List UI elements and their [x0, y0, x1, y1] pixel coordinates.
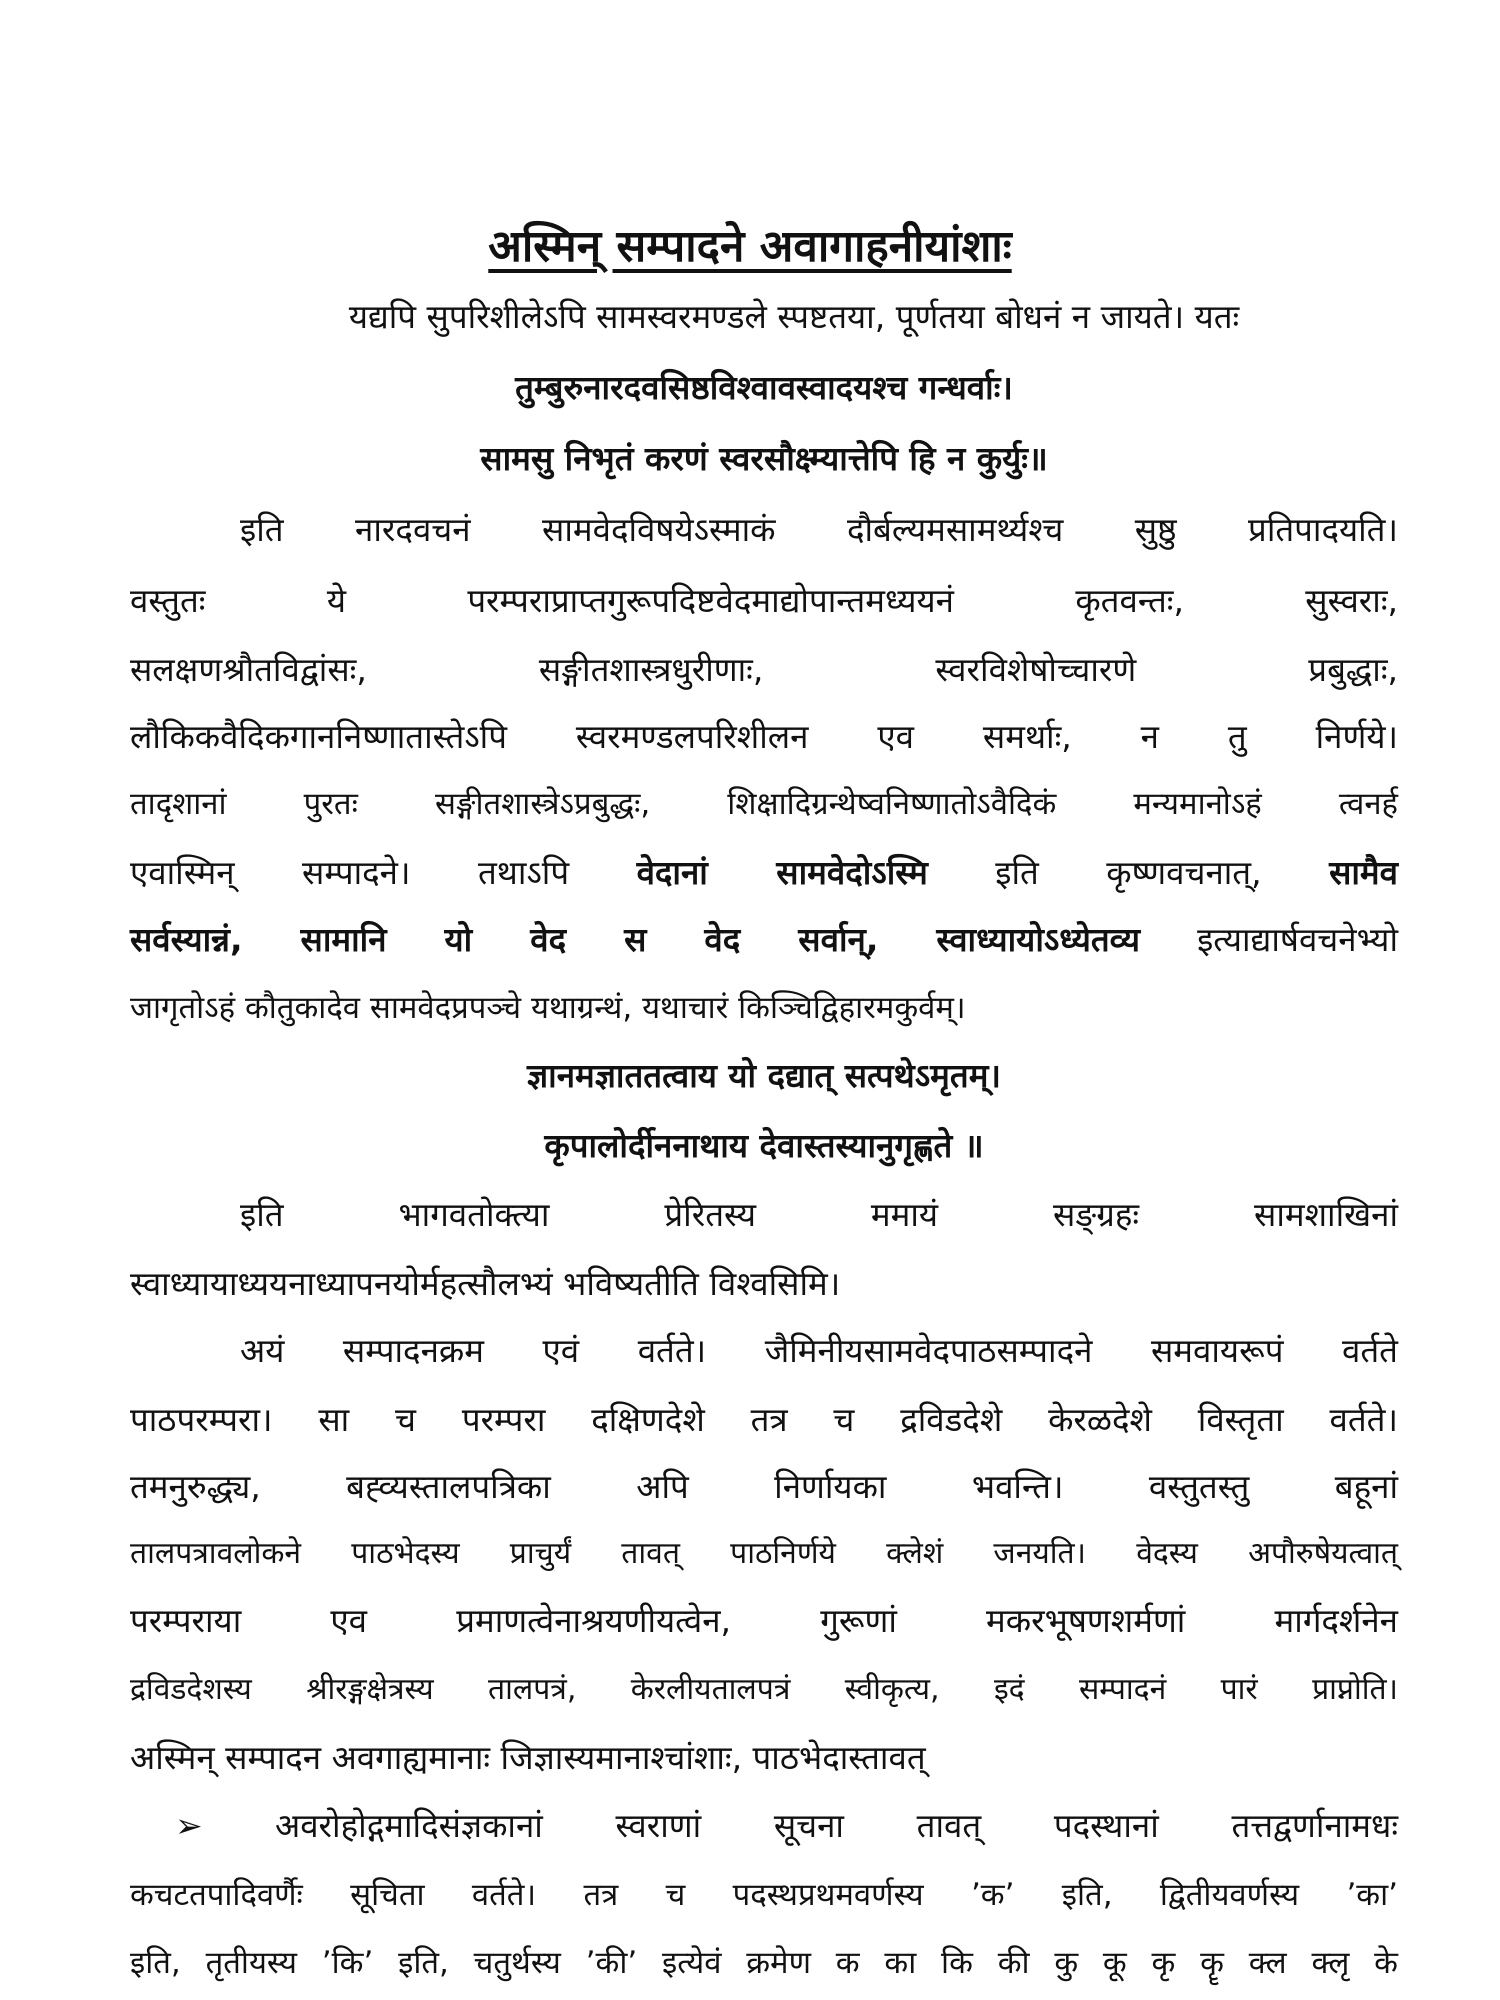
paragraph-line: इति, तृतीयस्य ’कि’ इति, चतुर्थस्य ’की’ इत्येवं क्रमेण क का कि की कु कू कृ कॄ क्ल क्लृ के	[130, 1945, 1398, 1981]
paragraph-line: यद्यपि सुपरिशीलेऽपि सामस्वरमण्डले स्पष्टतया, पूर्णतया बोधनं न जायते। यतः	[348, 297, 1240, 336]
paragraph-line: तमनुरुद्ध्य, बह्व्यस्तालपत्रिका अपि निर्णायका भवन्ति। वस्तुतस्तु बहूनां	[130, 1467, 1398, 1506]
paragraph-line: वस्तुतः ये परम्पराप्राप्तगुरूपदिष्टवेदमाद्योपान्तमध्ययनं कृतवन्तः, सुस्वराः,	[130, 581, 1398, 620]
verse-line: कृपालोर्दीननाथाय देवास्तस्यानुगृह्णते ॥	[544, 1126, 984, 1165]
paragraph-line: इति भागवतोक्त्या प्रेरितस्य ममायं सङ्ग्रहः सामशाखिनां	[240, 1195, 1398, 1234]
paragraph-line: सलक्षणश्रौतविद्वांसः, सङ्गीतशास्त्रधुरीणाः, स्वरविशेषोच्चारणे प्रबुद्धाः,	[130, 650, 1398, 689]
paragraph-line: स्वाध्यायाध्ययनाध्यापनयोर्महत्सौलभ्यं भविष्यतीति विश्वसिमि।	[130, 1264, 841, 1303]
bullet-line	[130, 1804, 1398, 1848]
paragraph-line: तालपत्रावलोकने पाठभेदस्य प्राचुर्यं तावत् पाठनिर्णये क्लेशं जनयति। वेदस्य अपौरुषेयत्वात्	[130, 1536, 1398, 1571]
title-text: अस्मिन् सम्पादने अवागाहनीयांशाः	[488, 221, 1012, 272]
paragraph-line: तादृशानां पुरतः सङ्गीतशास्त्रेऽप्रबुद्धः, शिक्षादिग्रन्थेष्वनिष्णातोऽवैदिकं मन्यमानोऽहं त्वनर्ह	[130, 786, 1398, 822]
verse-line: सामसु निभृतं करणं स्वरसौक्ष्म्यात्तेपि हि न कुर्युः॥	[480, 439, 1048, 478]
paragraph-line	[130, 918, 1398, 962]
bold-quote: सामैव	[1329, 853, 1398, 892]
paragraph-line	[130, 851, 1398, 895]
bold-quote: सर्वस्यान्नं, सामानि यो वेद स वेद सर्वान्, स्वाध्यायोऽध्येतव्य	[130, 920, 1141, 959]
paragraph-line: पाठपरम्परा। सा च परम्परा दक्षिणदेशे तत्र च द्रविडदेशे केरळदेशे विस्तृता वर्तते।	[130, 1400, 1398, 1439]
paragraph-line: अस्मिन् सम्पादन अवगाह्यमानाः जिज्ञास्यमानाश्चांशाः, पाठभेदास्तावत्	[130, 1738, 926, 1777]
paragraph-line: जागृतोऽहं कौतुकादेव सामवेदप्रपञ्चे यथाग्रन्थं, यथाचारं किञ्चिद्विहारमकुर्वम्।	[130, 990, 966, 1026]
text-segment: इति कृष्णवचनात्,	[927, 853, 1330, 892]
page-title	[0, 214, 1500, 274]
text-segment: इत्याद्यार्षवचनेभ्यो	[1140, 920, 1398, 959]
arrow-bullet-icon: ➢	[175, 1806, 203, 1845]
bullet-text: अवरोहोद्गमादिसंज्ञकानां स्वराणां सूचना तावत् पदस्थानां तत्तद्वर्णानामधः	[275, 1806, 1398, 1845]
bold-quote: वेदानां सामवेदोऽस्मि	[636, 853, 928, 892]
paragraph-line: परम्पराया एव प्रमाणत्वेनाश्रयणीयत्वेन, गुरूणां मकरभूषणशर्मणां मार्गदर्शनेन	[130, 1601, 1398, 1640]
paragraph-line: इति नारदवचनं सामवेदविषयेऽस्माकं दौर्बल्यमसामर्थ्यश्च सुष्ठु प्रतिपादयति।	[240, 510, 1398, 549]
verse-line: ज्ञानमज्ञाततत्वाय यो दद्यात् सत्पथेऽमृतम्।	[527, 1056, 1001, 1095]
paragraph-line: लौकिकवैदिकगाननिष्णातास्तेऽपि स्वरमण्डलपरिशीलन एव समर्थाः, न तु निर्णये।	[130, 717, 1398, 756]
paragraph-line: द्रविडदेशस्य श्रीरङ्गक्षेत्रस्य तालपत्रं, केरलीयतालपत्रं स्वीकृत्य, इदं सम्पादनं पारं प्राप्नोति।	[130, 1672, 1398, 1707]
text-segment: एवास्मिन् सम्पादने। तथाऽपि	[130, 853, 637, 892]
verse-line: तुम्बुरुनारदवसिष्ठविश्वावस्वादयश्च गन्धर्वाः।	[515, 368, 1013, 407]
paragraph-line: कचटतपादिवर्णैः सूचिता वर्तते। तत्र च पदस्थप्रथमवर्णस्य ’क’ इति, द्वितीयवर्णस्य ’का’	[130, 1877, 1398, 1913]
paragraph-line: अयं सम्पादनक्रम एवं वर्तते। जैमिनीयसामवेदपाठसम्पादने समवायरूपं वर्तते	[240, 1331, 1398, 1370]
